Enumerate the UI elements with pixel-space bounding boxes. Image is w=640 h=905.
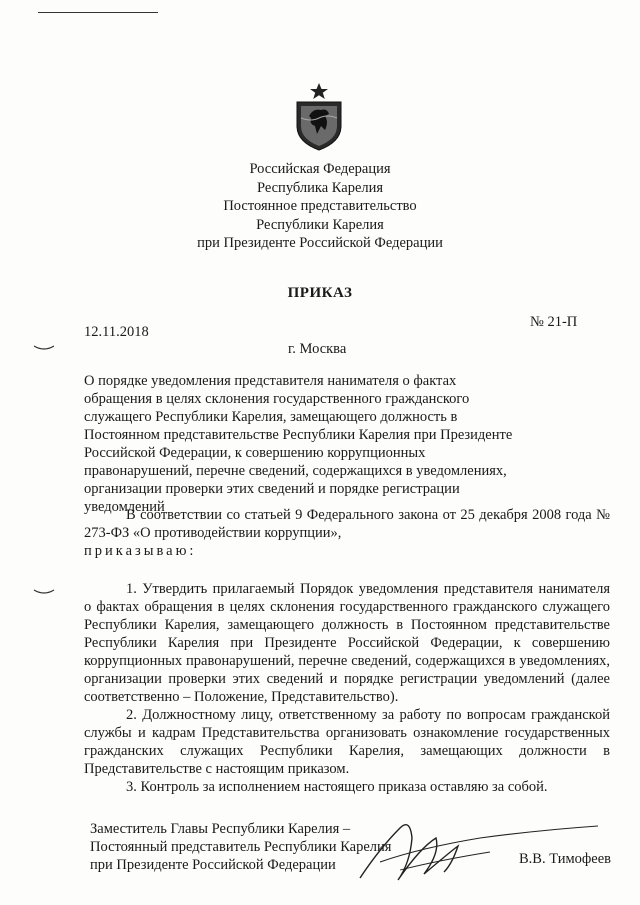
order-number: № 21-П	[530, 314, 578, 330]
order-city: г. Москва	[288, 341, 347, 357]
header-line: Республики Карелия	[256, 216, 384, 233]
order-item-3: 3. Контроль за исполнением настоящего приказа оставляю за собой.	[126, 779, 548, 795]
preamble: В соответствии со статьей 9 Федерального закона от 25 декабря 2008 года № 273-ФЗ «О противодействии коррупции»,	[84, 507, 610, 541]
handwritten-signature	[340, 808, 600, 888]
order-item-2: 2. Должностному лицу, ответственному за работу по вопросам гражданской службы и кадрам Представительства организовать ознакомление государственных гражданских служащих Республики Карелия, замещающих должности в Представительстве с настоящим приказом.	[84, 707, 610, 777]
header-line: Республика Карелия	[256, 179, 384, 196]
margin-mark-top	[33, 344, 55, 352]
margin-mark-middle	[33, 588, 55, 596]
order-body	[84, 506, 610, 796]
top-rule	[38, 12, 158, 13]
coat-of-arms-emblem	[291, 82, 347, 152]
position-line: Заместитель Главы Республики Карелия –	[90, 821, 351, 837]
issuer-header	[150, 160, 490, 253]
header-line: Российская Федерация	[249, 161, 391, 177]
order-date: 12.11.2018	[84, 324, 149, 340]
order-word: приказываю:	[84, 543, 197, 559]
header-line: при Президенте Российской Федерации	[197, 235, 443, 251]
order-item-1: 1. Утвердить прилагаемый Порядок уведомления представителя нанимателя о фактах обращения в целях склонения государственного гражданского служащего Республики Карелия, замещающего должность в Постоянном представительстве Республики Карелия при Президенте Российской Федерации, к совершению коррупционных правонарушений, перечне сведений, содержащихся в уведомлениях, организации проверки этих сведений и порядке регистрации уведомлений (далее соответственно – Положение, Представительство).	[84, 581, 610, 705]
position-line: Постоянный представитель Республики Карелия	[90, 839, 392, 855]
document-title: ПРИКАЗ	[287, 285, 353, 301]
position-line: при Президенте Российской Федерации	[90, 857, 336, 873]
order-subject: О порядке уведомления представителя нанимателя о фактах обращения в целях склонения государственного гражданского служащего Республики Карелия, замещающего должность в Постоянном представительстве Республики Карелия при Президенте Российской Федерации, к совершению коррупционных правонарушений, перечне сведений, содержащихся в уведомлениях, организации проверки этих сведений и порядке регистрации уведомлений	[84, 373, 513, 515]
signatory-name: В.В. Тимофеев	[519, 851, 612, 867]
header-line: Постоянное представительство	[223, 198, 417, 214]
